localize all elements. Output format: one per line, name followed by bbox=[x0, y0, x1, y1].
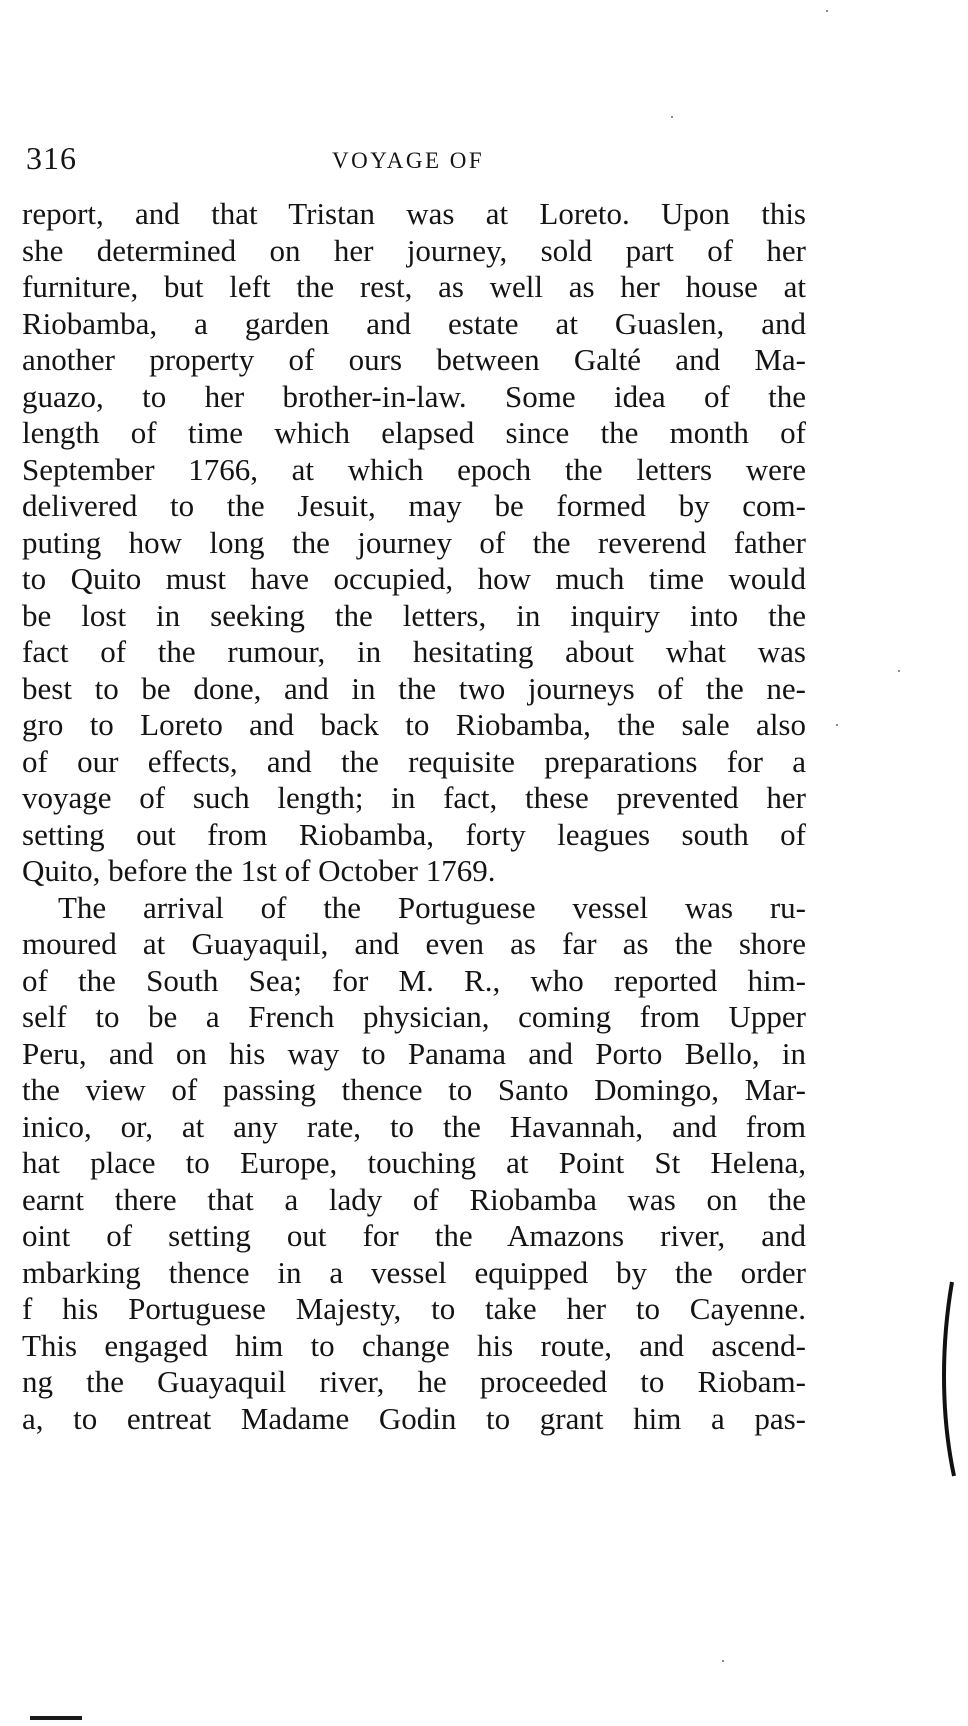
text-line: fact of the rumour, in hesitating about what was bbox=[22, 634, 806, 669]
text-line: the view of passing thence to Santo Domingo, Mar- bbox=[22, 1072, 806, 1107]
text-line: puting how long the journey of the reverend father bbox=[22, 524, 806, 560]
paper-speck bbox=[722, 1660, 724, 1662]
text-line: Peru, and on his way to Panama and Porto Bello, in bbox=[22, 1035, 806, 1071]
running-title: VOYAGE OF bbox=[332, 148, 485, 173]
paragraph-1 bbox=[22, 196, 806, 890]
footer-rule bbox=[30, 1716, 82, 1720]
text-line: Quito, before the 1st of October 1769. bbox=[22, 853, 496, 888]
page-number: 316 bbox=[26, 140, 77, 176]
text-line: length of time which elapsed since the month of bbox=[22, 415, 806, 450]
page-edge-curl bbox=[938, 1280, 958, 1480]
text-line: best to be done, and in the two journeys of the ne- bbox=[22, 670, 806, 706]
text-line: report, and that Tristan was at Loreto. Upon this bbox=[22, 196, 806, 231]
text-line: she determined on her journey, sold part of her bbox=[22, 232, 806, 268]
text-line: gro to Loreto and back to Riobamba, the sale also bbox=[22, 707, 806, 742]
text-line: setting out from Riobamba, forty leagues south of bbox=[22, 816, 806, 852]
text-line: another property of ours between Galté and Ma- bbox=[22, 342, 806, 377]
text-line: to Quito must have occupied, how much time would bbox=[22, 561, 806, 596]
text-line: ng the Guayaquil river, he proceeded to Riobam- bbox=[22, 1364, 806, 1399]
running-head bbox=[22, 140, 802, 180]
paper-speck bbox=[826, 10, 828, 12]
text-line: furniture, but left the rest, as well as her house at bbox=[22, 269, 806, 304]
text-line: of the South Sea; for M. R., who reported him- bbox=[22, 962, 806, 998]
edge-curl-shape bbox=[938, 1280, 958, 1480]
text-line: inico, or, at any rate, to the Havannah, and from bbox=[22, 1108, 806, 1144]
paper-speck bbox=[836, 724, 838, 726]
text-line: of our effects, and the requisite preparations for a bbox=[22, 743, 806, 779]
text-line: voyage of such length; in fact, these prevented her bbox=[22, 780, 806, 815]
text-line: a, to entreat Madame Godin to grant him a pas- bbox=[22, 1400, 806, 1436]
text-line: September 1766, at which epoch the letters were bbox=[22, 451, 806, 487]
text-line: Riobamba, a garden and estate at Guaslen, and bbox=[22, 305, 806, 341]
text-line: delivered to the Jesuit, may be formed by com- bbox=[22, 488, 806, 523]
text-line: self to be a French physician, coming from Upper bbox=[22, 999, 806, 1034]
text-line: This engaged him to change his route, and ascend- bbox=[22, 1327, 806, 1363]
text-line: earnt there that a lady of Riobamba was on the bbox=[22, 1181, 806, 1217]
text-line: moured at Guayaquil, and even as far as the shore bbox=[22, 926, 806, 961]
text-line: oint of setting out for the Amazons river, and bbox=[22, 1218, 806, 1253]
paper-speck bbox=[671, 116, 673, 118]
text-line: guazo, to her brother-in-law. Some idea of the bbox=[22, 378, 806, 414]
text-line: The arrival of the Portuguese vessel was ru- bbox=[58, 889, 806, 925]
paragraph-2 bbox=[22, 890, 806, 1438]
paper-speck bbox=[898, 670, 900, 672]
text-line: f his Portuguese Majesty, to take her to Cayenne. bbox=[22, 1291, 806, 1326]
body-text bbox=[22, 196, 806, 1437]
text-line: mbarking thence in a vessel equipped by the order bbox=[22, 1254, 806, 1290]
text-line: be lost in seeking the letters, in inquiry into the bbox=[22, 597, 806, 633]
text-line: hat place to Europe, touching at Point St Helena, bbox=[22, 1145, 806, 1180]
